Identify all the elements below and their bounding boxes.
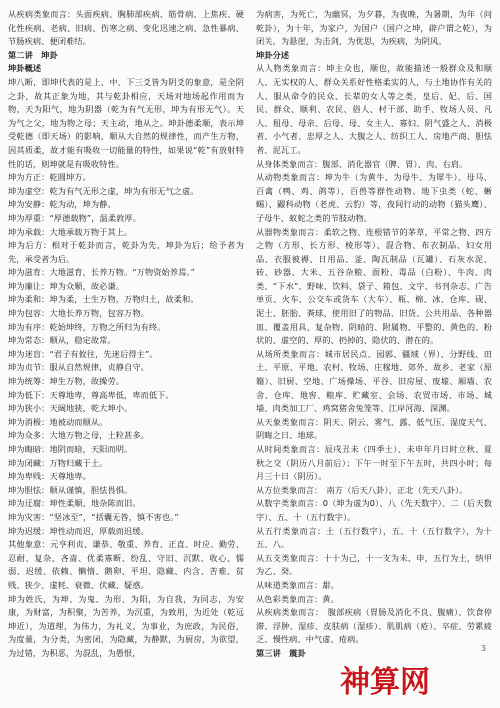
paragraph: 坤为包容：大地长养万物，包容万物。	[8, 308, 149, 319]
paragraph: 坤为安静：乾为动，坤为静。	[8, 199, 116, 210]
paragraph: 坤为胆怯：顺从谨慎，胆怯畏惧。	[8, 484, 133, 495]
paragraph: 坤为厚重：“厚德载物”，温柔敦厚。	[8, 212, 141, 223]
paragraph: 坤为统筹：坤生万物，故操劳。	[8, 376, 125, 387]
paragraph: 坤为晦暗：地阴而暗，天阳而明。	[8, 444, 133, 454]
paragraph: 坤为姓氏，为坤、为鬼、为形、为阳，为自我，为同志，为安康，为财富，为积聚，为苦养，为沉重，为致用，为近处（乾远坤近），为道理，为伟力，为礼义，为事业，为庶政，为民俗，为度量，为分类，为密闭，为隐藏，为静默，为厨房，为欲望，为过错，为积恶，为混乱，为愚恨，	[8, 593, 244, 658]
paragraph: 坤为迷盲：“君子有攸往，先迷后得主”。	[8, 348, 158, 359]
paragraph: 从天象类象而言：阴天、阴云、雾气、露、低气压、湿度天气、阴晦之日、地球。	[256, 416, 492, 441]
paragraph: 坤为承载：大地承载万物于其上。	[8, 226, 133, 237]
text-columns	[8, 8, 492, 658]
paragraph: 坤八断，即坤代表的是上、中、下三爻皆为阴爻的象意，是全阴之卦，故其正象为地，其与乾卦相应，天场对地场起作用而为物，天为阳气，地为阴器（乾为有气无形，坤为有形无气）。天为气之父，地为物之母；天主动，地从之。坤卦德柔顺，表示坤受乾德（即天场）的影响，顺从大自然的规律性，而产生万物，因其质柔，故才能有吸收一切能量的特性，如果说“乾”有放射特性的话，则坤就是有吸收特性。	[8, 76, 244, 169]
paragraph: 坤为虚空：乾为有气无形之虚，坤为有形无气之虚。	[8, 185, 199, 196]
watermark-text: 神算网	[340, 665, 430, 700]
watermark-logo	[336, 660, 486, 700]
section-heading: 坤卦概述	[8, 63, 42, 74]
paragraph: 坤为常态：顺从，稳定故常。	[8, 335, 116, 346]
section-heading: 第三讲 震卦	[256, 647, 306, 658]
page-footer	[0, 644, 500, 708]
paragraph: 坤为后方：相对于乾卦而言，乾卦为先，坤卦为后；给予者为先，承受者为后。	[8, 240, 244, 264]
right-column	[256, 8, 492, 658]
paragraph: 坤为众多：大地万物之母，土粒甚多。	[8, 430, 149, 441]
section-heading: 第二讲 坤卦	[8, 49, 58, 60]
paragraph: 坤为迟缓：坤性动而迟，厚载而迟缓。	[8, 525, 149, 536]
paragraph: 从味道类象而言：甜。	[256, 579, 339, 590]
paragraph: 从五行类象而言：土（五行数字），五、十（五行数字），为十五、八。	[256, 525, 492, 550]
paragraph: 从色彩类象而言：黄。	[256, 593, 339, 604]
paragraph: 从器物类象而言：柔软之物、连根错节的茅草，平常之物、四方之物（方形、长方形、棱形等）、混合物、布衣制品、妇女用品、衣服被褥、日用品、釜、陶瓦制品（瓦罐）、石灰水泥、砖、砂器、大米、五谷杂粮、面粉、毒品（白粉）、牛肉、肉类、“下水”、野味、饮料、袋子、箱包、文字、书刊杂志、广告单页、火车、公交车或货车（大车）、瓶、棉、冰、仓库、砚、泥土、胚胎、粪球、使用旧了的物品、旧货、公共用品、各种器皿、覆盖用具、复杂物、阴暗的、附属物、平整的、黄色的、粉状的、虚空的、厚的、扔掉的、隐伏的、潜在的。	[256, 226, 492, 346]
paragraph: 坤为方正：乾圆坤方。	[8, 172, 91, 183]
paragraph: 坤为卑贱：天尊地卑。	[8, 471, 91, 482]
paragraph: 坤为有序：乾始坤终，万物之所归为有终。	[8, 321, 166, 332]
paragraph: 坤为低下：天尊地卑，尊高卑低，卑而低下。	[8, 389, 174, 400]
paragraph: 从身体类象而言：腹部、消化器官（脾、胃）、肉、右肩。	[256, 158, 468, 169]
paragraph: 从人物类象而言：坤主众也，顺也，故能描述一般群众及和顺人、无实权的人、群众关系好性格柔实的人，与土地协作有关的人、服从命令的民众、长辈的女人等之类，皇后、妃、后、国民、群众、顺利、农民、俗人、村干部、助手、牧场人员、凡人、租母、母亲、后母、母、女主人、寡妇、阴气盛之人、消极者、小气者、忠厚之人、大腹之人、纺织工人、房地产商、胆怯者、泥瓦工。	[256, 63, 492, 155]
paragraph: 从动物类象而言：坤为牛（为黄牛、为母牛、为犀牛）、母马、百禽（鸭、鸡、鸽等），百兽等群性动物、地下虫类（蛇、蜥蜴）、鼹科动物（老虎、云豹）等，夜间行动的动物（猫头鹰）、子母牛、蚁蛇之类的节肢动物。	[256, 172, 492, 223]
paragraph: 坤为廉让：坤为众顺，故必谦。	[8, 280, 125, 291]
paragraph: 从场所类象而言：城市居民点、园郭、疆域（界）、分野线、田土、平原、平地、农村、牧场、庄稼地、郊外、故乡、老家（原籍）、旧厨、空地、广场操场、平谷、旧房屋、废墟、厢墙、农舍、仓库、地窖、粮库、贮藏室、会场、农贸市场、市场、城墙、肉类加工厂、鸡窝猪舍兔笼等、江岸河海、深渊。	[256, 348, 492, 414]
paragraph: 坤为狭小：天阔地狭，乾大坤小。	[8, 403, 133, 414]
paragraph: 坤为闭藏：万物归藏于土。	[8, 457, 108, 468]
paragraph: 坤为贞节：服从自然规律，贞静自守。	[8, 362, 149, 373]
paragraph: 坤为消极：地被动而顺从。	[8, 416, 108, 427]
paragraph: 从方位类象而言： 南方（后天八卦），正北（先天八卦）。	[256, 484, 468, 495]
paragraph: 坤为滋育：大地滋育，长养万物。“万物资始养焉。”	[8, 267, 195, 278]
section-heading: 坤卦分述	[256, 49, 290, 60]
page-number: 3	[480, 644, 486, 653]
paragraph: 其他象意：元亨利贞、谦恭、敬重、养育、正直、时应、勤劳、忍耐、复杂、吝啬、优柔寡断、纷乱、守旧、沉默、收心、懦弱、迟缓、依赖、懒惰、鹅卵、平坦、隐藏、内含、苦难、贫贱、狭少、虚耗、衰微、伏藏、疑惑。	[8, 539, 244, 590]
paragraph: 从疾病类象而言：头面疾病、胸肺部疾病、筋骨病、上焦疾、硬化性疾病、老病、旧病、伤寒之病、变化迅速之病、急性暴病、节肠疾病、便闭难结。	[8, 9, 244, 47]
paragraph: 坤为柔和：坤为柔，土生万物，万物归土，故柔和。	[8, 294, 199, 305]
paragraph: 为病害，为死亡，为幽冥，为夕暮，为夜晚，为暑期，为年（问乾卦），为十年，为家户，为国户（国户之坤，辟户谓之乾），为闭关，为悬崖，为击剑，为优思，为疾病，为阴风。	[256, 9, 492, 47]
paragraph: 坤为灾害：“坚冰至”，“括囊无咎，慎不害也。”	[8, 511, 179, 522]
left-column	[8, 8, 244, 658]
paragraph: 从数字类象而言：0（坤为虚为0）、八（先天数字）、二（后天数字）、五、十（五行数字）。	[256, 498, 492, 522]
paragraph: 从疾病类象而言： 腹部疾病（胃肠及消化不良、腹痛）、饮食停滞、浮肿、湿疹、皮肤病（湿疹）、肌肌病（疮）、卒症、劳累疲乏、慢性病、中气虚、疮病。	[256, 607, 492, 645]
paragraph: 从五支类象而言：十十为己，十一支为未、申，五行为土，纳甲为乙、癸。	[256, 552, 492, 577]
paragraph: 坤为迂腐：坤性柔顺，地杂陈而旧。	[8, 498, 141, 509]
paragraph: 从时间类象而言：辰戌丑未（四季土）、未申年月日时立秋、夏秋之交（阴历八月前后）；下午一时至下午五时，共四小时；每月三十日（阴历）。	[256, 444, 492, 482]
